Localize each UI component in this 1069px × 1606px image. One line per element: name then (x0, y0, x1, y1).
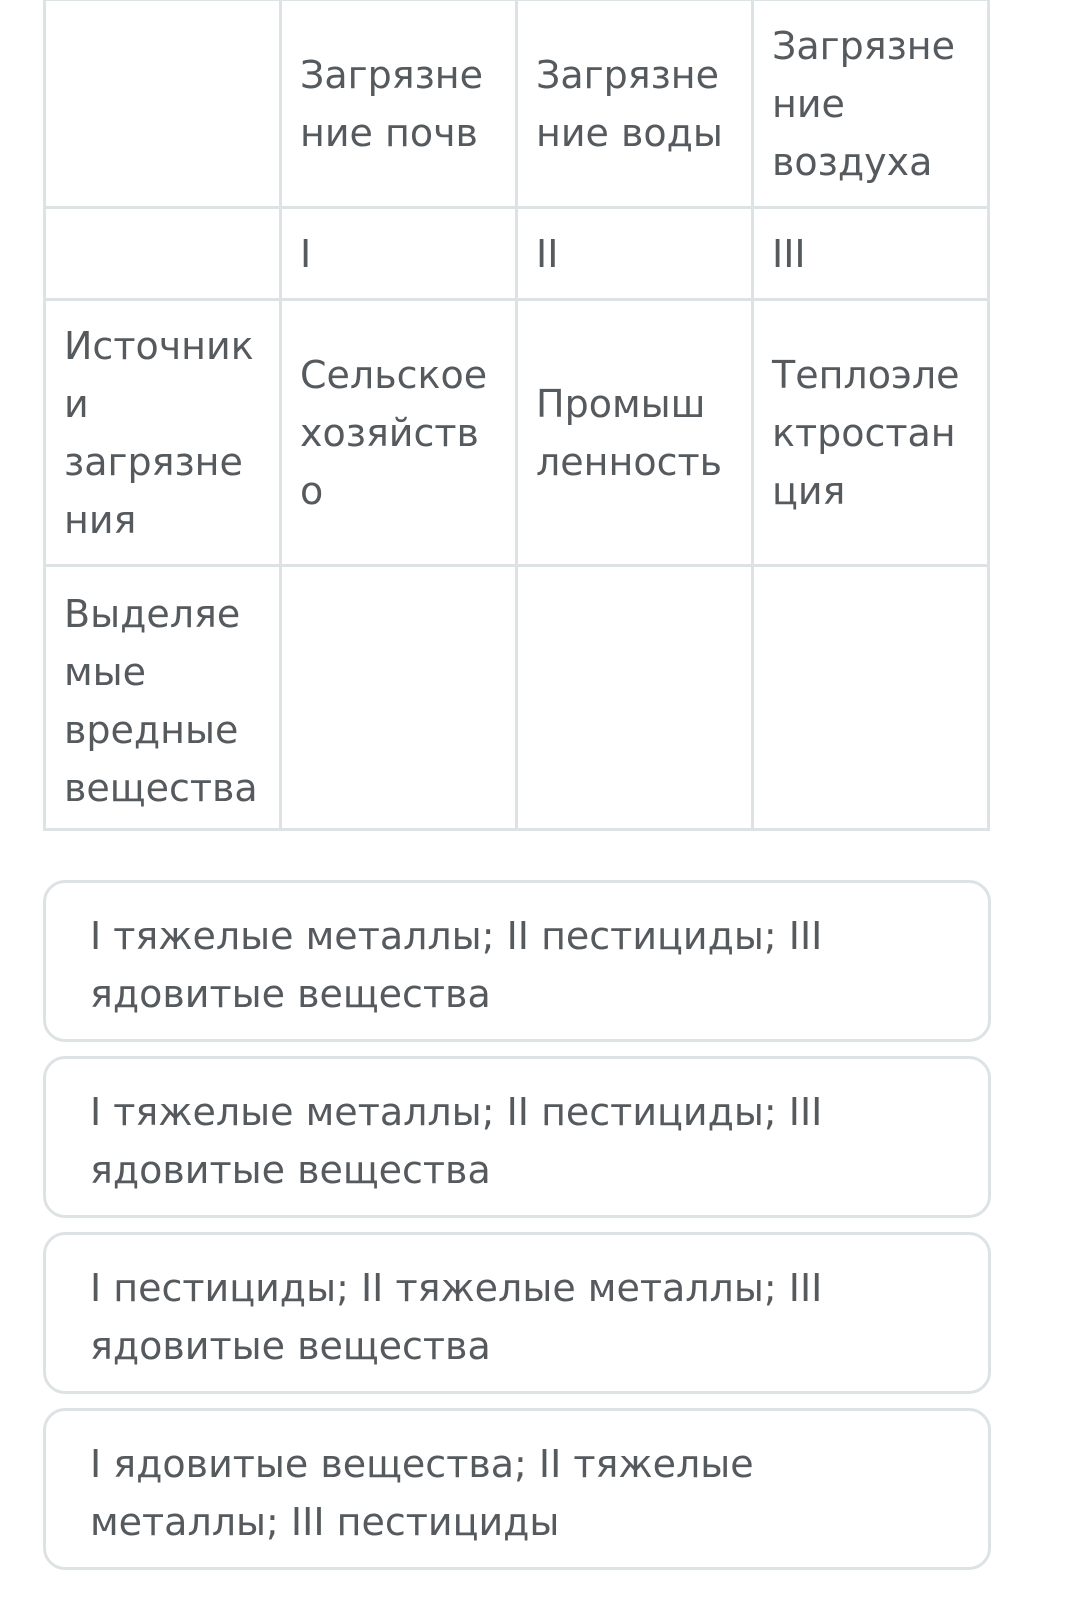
source-industry: Промыш ленность (517, 300, 753, 566)
header-air-pollution: Загрязне ние воздуха (753, 0, 989, 208)
substances-label: Выделяе мые вредные вещества (45, 566, 281, 830)
source-power-plant: Теплоэле ктростан ция (753, 300, 989, 566)
answer-option-1[interactable] (43, 880, 991, 1042)
numeral-i: I (281, 208, 517, 300)
numeral-ii: II (517, 208, 753, 300)
substance-cell-ii (517, 566, 753, 830)
answer-option-2[interactable] (43, 1056, 991, 1218)
table-corner-cell (45, 0, 281, 208)
sources-label: Источник и загрязне ния (45, 300, 281, 566)
table-substances-row (45, 566, 989, 830)
answer-option-4[interactable] (43, 1408, 991, 1570)
numeral-iii: III (753, 208, 989, 300)
substance-cell-iii (753, 566, 989, 830)
table-numeral-row (45, 208, 989, 300)
answer-options (43, 880, 991, 1584)
source-agriculture: Сельское хозяйств о (281, 300, 517, 566)
answer-option-text: I ядовитые вещества; II тяжелые металлы; III пестициды (90, 1442, 754, 1544)
answer-option-text: I тяжелые металлы; II пестициды; III ядовитые вещества (90, 1090, 823, 1192)
table-sources-row (45, 300, 989, 566)
answer-option-text: I пестициды; II тяжелые металлы; III ядовитые вещества (90, 1266, 823, 1368)
answer-option-3[interactable] (43, 1232, 991, 1394)
header-soil-pollution: Загрязне ние почв (281, 0, 517, 208)
numeral-empty-cell (45, 208, 281, 300)
table-header-row (45, 0, 989, 208)
header-water-pollution: Загрязне ние воды (517, 0, 753, 208)
answer-option-text: I тяжелые металлы; II пестициды; III ядовитые вещества (90, 914, 823, 1016)
substance-cell-i (281, 566, 517, 830)
pollution-table (43, 0, 990, 831)
